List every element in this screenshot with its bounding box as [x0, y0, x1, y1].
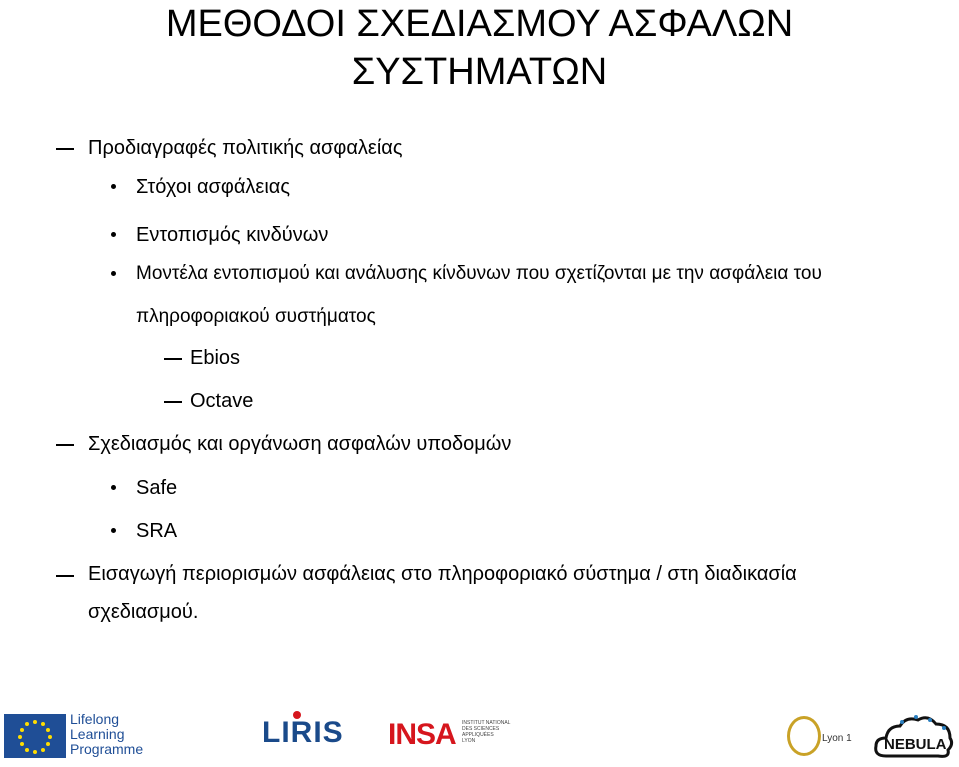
bullet-marker	[111, 485, 116, 490]
insa-sub-line: APPLIQUÉES	[462, 732, 494, 738]
slide-title-line-2: ΣΥΣΤΗΜΑΤΩΝ	[351, 51, 608, 93]
list-item: Προδιαγραφές πολιτικής ασφαλείας	[88, 137, 403, 159]
slide-title	[0, 0, 959, 96]
bullet-marker	[111, 232, 116, 237]
llp-line-3: Programme	[70, 741, 144, 757]
dash-marker	[164, 401, 182, 403]
insa-logo: INSA	[388, 718, 456, 751]
llp-line-2: Learning	[70, 726, 125, 742]
list-item: Σχεδιασμός και οργάνωση ασφαλών υποδομών	[88, 433, 512, 455]
llp-line-1: Lifelong	[70, 711, 120, 727]
insa-sub-line: DES SCIENCES	[462, 726, 500, 732]
dash-marker	[56, 444, 74, 446]
lyon-seal-icon	[787, 716, 821, 756]
nebula-logo: NEBULA	[884, 736, 947, 753]
list-item: Μοντέλα εντοπισμού και ανάλυσης κίνδυνων που σχετίζονται με την ασφάλεια του	[136, 263, 822, 284]
list-item: Safe	[136, 477, 178, 499]
dash-marker	[56, 148, 74, 150]
list-item: Ebios	[190, 347, 241, 369]
list-item: Στόχοι ασφάλειας	[136, 176, 290, 198]
list-item-continuation: πληροφοριακού συστήματος	[136, 306, 376, 327]
bullet-marker	[111, 528, 116, 533]
eu-flag-logo	[4, 714, 66, 758]
insa-sub-line: INSTITUT NATIONAL	[462, 720, 511, 726]
list-item: Εντοπισμός κινδύνων	[136, 224, 329, 246]
list-item: Octave	[190, 390, 254, 412]
dash-marker	[56, 575, 74, 577]
list-item: SRA	[136, 520, 178, 542]
bullet-marker	[111, 184, 116, 189]
insa-sub-line: LYON	[462, 738, 476, 744]
bullet-marker	[111, 271, 116, 276]
insa-subtitle	[462, 720, 510, 744]
liris-logo: LIRIS	[262, 716, 344, 749]
slide-title-line-1: ΜΕΘΟΔΟΙ ΣΧΕΔΙΑΣΜΟΥ ΑΣΦΑΛΩΝ	[165, 3, 794, 45]
llp-logo	[70, 712, 143, 757]
list-item: Εισαγωγή περιορισμών ασφάλειας στο πληροφοριακό σύστημα / στη διαδικασία	[88, 563, 797, 585]
dash-marker	[164, 358, 182, 360]
list-item-continuation: σχεδιασμού.	[88, 601, 199, 623]
lyon-logo-text: Lyon 1	[822, 733, 852, 744]
